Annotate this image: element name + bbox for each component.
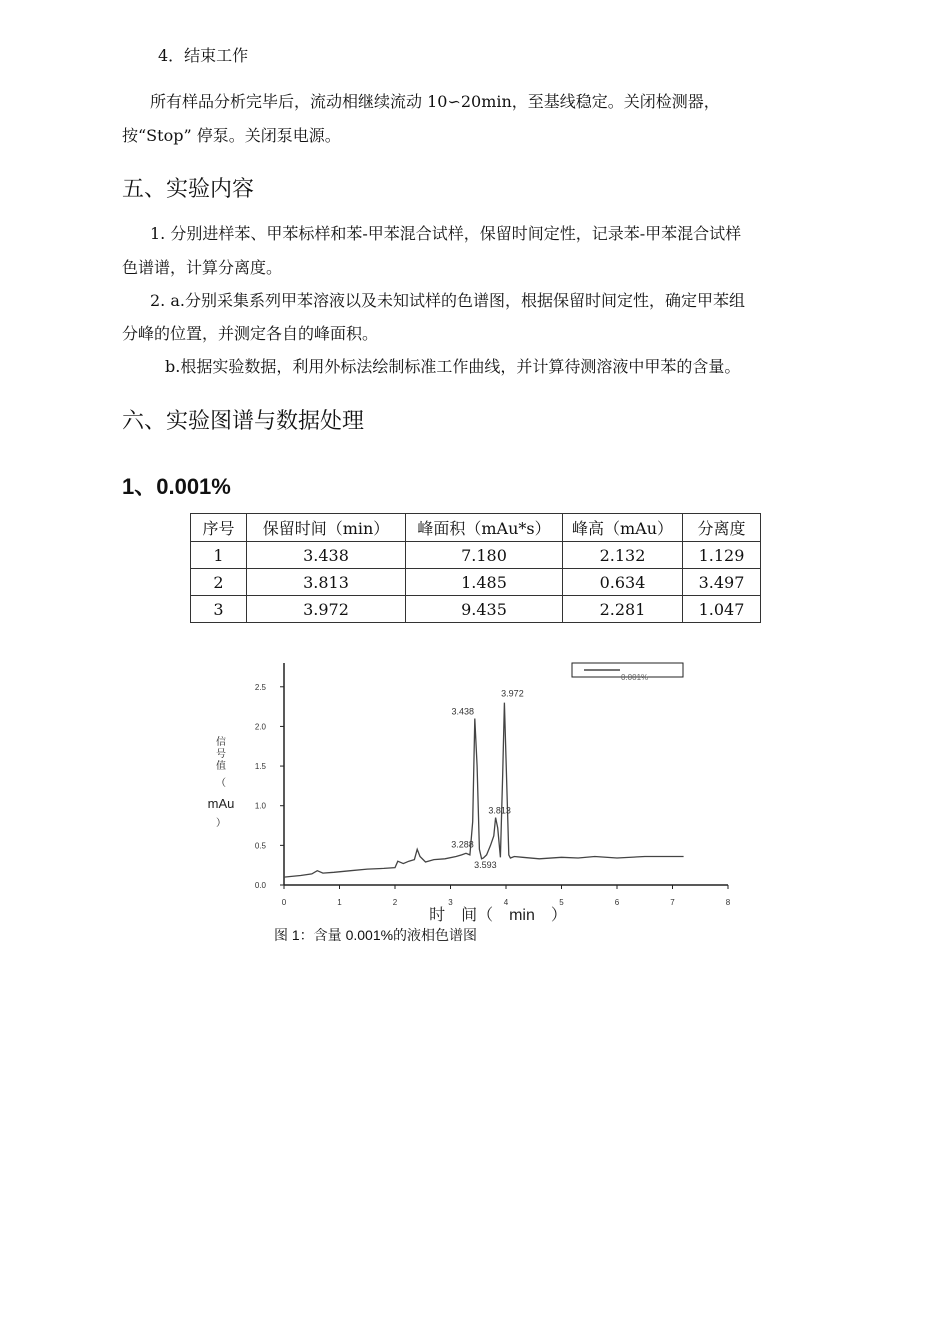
y-axis-label-part: （ xyxy=(216,778,226,789)
table-row xyxy=(191,542,761,569)
table-header-cell: 峰面积（mAu*s） xyxy=(406,514,563,542)
table-cell: 3 xyxy=(191,596,247,623)
peak-label: 3.813 xyxy=(488,805,511,816)
table-cell: 1.047 xyxy=(683,596,761,623)
x-axis-label: 时 间（ min ） xyxy=(429,907,567,924)
table-cell: 1 xyxy=(191,542,247,569)
peak-label: 3.972 xyxy=(501,688,524,699)
y-tick-label: 1.0 xyxy=(254,801,266,811)
table-cell: 2.281 xyxy=(563,596,683,623)
section6-heading: 六、实验图谱与数据处理 xyxy=(122,409,365,434)
table-header-cell: 分离度 xyxy=(683,514,761,542)
series-line xyxy=(284,703,684,878)
table-cell: 3.438 xyxy=(247,542,406,569)
x-tick-label: 2 xyxy=(392,898,398,907)
section5-item2-line2: 分峰的位置，并测定各自的峰面积。 xyxy=(122,324,379,343)
legend-label: 0.001% xyxy=(621,673,649,682)
section5-heading: 五、实验内容 xyxy=(122,177,255,202)
table-cell: 3.497 xyxy=(683,569,761,596)
table-header-row xyxy=(191,514,761,542)
section6-subheading: 1、0.001% xyxy=(122,474,231,499)
y-tick-label: 0.0 xyxy=(254,881,266,890)
x-tick-label: 6 xyxy=(614,898,620,907)
x-tick-label: 4 xyxy=(503,898,509,907)
table-row xyxy=(191,596,761,623)
x-tick-label: 3 xyxy=(448,898,453,907)
section5-item1-line2: 色谱谱，计算分离度。 xyxy=(122,258,283,277)
table-cell: 3.813 xyxy=(247,569,406,596)
table-header-cell: 序号 xyxy=(191,514,247,542)
chromatogram-chart xyxy=(0,640,950,940)
peak-label: 3.288 xyxy=(451,839,474,850)
peak-label: 3.593 xyxy=(474,860,497,871)
table-cell: 7.180 xyxy=(406,542,563,569)
section4-heading: 4．结束工作 xyxy=(158,46,249,65)
table-row xyxy=(191,569,761,596)
table-cell: 3.972 xyxy=(247,596,406,623)
x-tick-label: 5 xyxy=(559,898,564,907)
x-tick-label: 1 xyxy=(337,898,342,907)
table-cell: 1.129 xyxy=(683,542,761,569)
y-axis-label-part: mAu xyxy=(207,796,235,811)
y-tick-label: 2.0 xyxy=(254,722,266,732)
section4-paragraph-line2: 按“Stop” 停泵。关闭泵电源。 xyxy=(122,126,341,145)
table-cell: 1.485 xyxy=(406,569,563,596)
x-tick-label: 8 xyxy=(725,898,731,907)
y-axis-label-part: 信 xyxy=(216,737,226,748)
table-cell: 0.634 xyxy=(563,569,683,596)
x-tick-label: 7 xyxy=(670,898,675,907)
y-axis-label-part: 号 xyxy=(216,749,226,760)
figure-caption: 图 1：含量 0.001%的液相色谱图 xyxy=(274,927,478,943)
table-header-cell: 峰高（mAu） xyxy=(563,514,683,542)
y-tick-label: 0.5 xyxy=(254,841,266,851)
y-tick-label: 2.5 xyxy=(254,682,266,692)
table-cell: 2.132 xyxy=(563,542,683,569)
x-tick-label: 0 xyxy=(281,898,287,907)
results-table xyxy=(190,513,761,623)
table-header-cell: 保留时间（min） xyxy=(247,514,406,542)
section5-item1-line1: 1. 分别进样苯、甲苯标样和苯-甲苯混合试样，保留时间定性，记录苯-甲苯混合试样 xyxy=(150,224,742,243)
y-tick-label: 1.5 xyxy=(254,762,266,772)
peak-label: 3.438 xyxy=(451,706,475,717)
table-cell: 2 xyxy=(191,569,247,596)
section5-item2-line1: 2. a.分别采集系列甲苯溶液以及未知试样的色谱图，根据保留时间定性，确定甲苯组 xyxy=(150,291,745,310)
section4-paragraph-line1: 所有样品分析完毕后，流动相继续流动 10∽20min，至基线稳定。关闭检测器， xyxy=(150,92,720,111)
section5-item2b: b.根据实验数据，利用外标法绘制标准工作曲线，并计算待测溶液中甲苯的含量。 xyxy=(165,357,741,376)
table-cell: 9.435 xyxy=(406,596,563,623)
y-axis-label-part: ） xyxy=(216,818,226,829)
y-axis-label-part: 值 xyxy=(216,761,226,772)
